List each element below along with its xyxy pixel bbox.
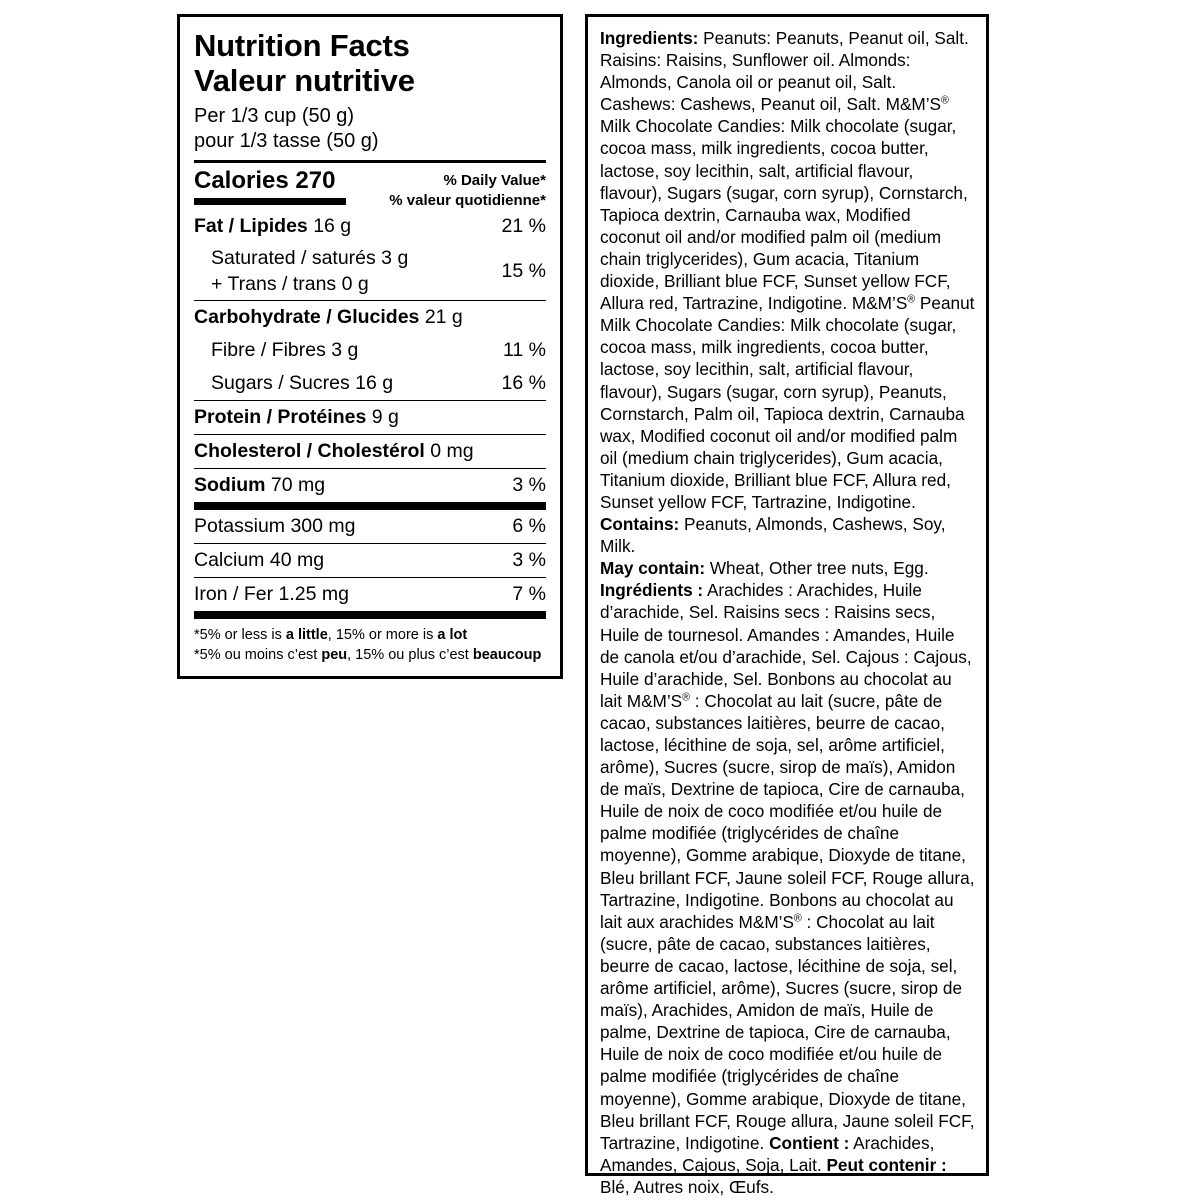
iron-daily-value: 7 % [512, 582, 546, 605]
saturated-trans-labels [194, 246, 408, 297]
table-row-saturated-trans [194, 243, 546, 300]
fat-label [194, 214, 351, 239]
carbohydrate-label-text: Carbohydrate / Glucides [194, 306, 420, 329]
serving-size-fr: pour 1/3 tasse (50 g) [194, 130, 379, 153]
ingredients-fr-heading: Ingrédients : [600, 580, 704, 601]
contient-heading: Contient : [769, 1132, 850, 1153]
footnote-en-little: a little [285, 626, 328, 643]
ingredients-en-body-1: Peanuts: Peanuts, Peanut oil, Salt. Raisins: Raisins, Sunflower oil. Almonds: Almonds, Canola oil or peanut oil, Salt. Cashews: Cashews, Peanut oil, Salt. M&M’S [600, 28, 969, 115]
calcium-label: Calcium 40 mg [194, 548, 325, 571]
daily-value-header-fr: % valeur quotidienne* [389, 191, 546, 209]
divider-thick-after-sodium [194, 502, 546, 510]
carbohydrate-amount: 21 g [424, 306, 463, 329]
potassium-daily-value: 6 % [512, 514, 546, 537]
cholesterol-label-text: Cholesterol / Cholestérol [194, 439, 425, 462]
serving-size-en: Per 1/3 cup (50 g) [194, 105, 355, 128]
ingredients-french-paragraph [600, 579, 975, 1198]
protein-amount: 9 g [371, 405, 399, 428]
table-row-potassium [194, 510, 546, 543]
table-row-fibre [194, 334, 546, 367]
sugars-daily-value: 16 % [501, 371, 546, 394]
registered-trademark-icon: ® [941, 94, 949, 107]
fibre-label: Fibre / Fibres 3 g [211, 339, 359, 362]
footnote [194, 619, 546, 666]
calories-label: Calories 270 [194, 167, 336, 195]
cholesterol-amount: 0 mg [430, 439, 474, 462]
calories-row [194, 163, 546, 210]
registered-trademark-icon: ® [682, 691, 690, 704]
cholesterol-label [194, 439, 474, 464]
footnote-en-mid: , 15% or more is [327, 626, 438, 643]
fat-daily-value: 21 % [501, 215, 546, 238]
footnote-en [194, 625, 546, 646]
footnote-fr-peu: peu [321, 647, 348, 664]
daily-value-header [389, 168, 546, 210]
calcium-daily-value: 3 % [512, 548, 546, 571]
carbohydrate-label [194, 305, 463, 330]
footnote-fr-mid: , 15% ou plus c’est [347, 647, 473, 664]
footnote-en-lot: a lot [437, 626, 468, 643]
protein-label-text: Protein / Protéines [194, 405, 367, 428]
potassium-label: Potassium 300 mg [194, 514, 356, 537]
registered-trademark-icon: ® [907, 293, 916, 306]
calories-group [194, 168, 346, 205]
trans-fat-label: + Trans / trans 0 g [211, 272, 369, 295]
nutrition-title-fr: Valeur nutritive [194, 62, 415, 98]
ingredients-panel [585, 14, 989, 1197]
table-row-iron [194, 578, 546, 611]
peut-contenir-heading: Peut contenir : [826, 1154, 947, 1175]
may-contain-body: Wheat, Other tree nuts, Egg. [705, 558, 929, 579]
table-row-protein [194, 401, 546, 434]
contains-body: Peanuts, Almonds, Cashews, Soy, Milk. [600, 514, 946, 557]
table-row-fat [194, 210, 546, 243]
ingredients-fr-body-2: : Chocolat au lait (sucre, pâte de cacao, substances laitières, beurre de cacao, lactose, lécithine de soja, sel, arôme artificiel, arôme), Sucres (sucre, sirop de maïs), Amidon de maïs, Dextrine de tapioca, Cire de carnauba, Huile de noix de coco modifiée et/ou huile de palme modifiée (triglycérides de chaîne moyenne), Gomme arabique, Dioxyde de titane, Bleu brillant FCF, Jaune soleil FCF, Rouge allura, Tartrazine, Indigotine. Bonbons au chocolat au lait aux arachides M&M’S [600, 690, 975, 932]
ingredients-en-heading: Ingredients: [600, 28, 699, 48]
protein-label [194, 405, 399, 430]
saturated-trans-daily-value: 15 % [501, 260, 546, 283]
table-row-carbohydrate [194, 301, 546, 334]
fibre-daily-value: 11 % [503, 339, 546, 362]
nutrition-title-en: Nutrition Facts [194, 28, 410, 63]
table-row-sugars [194, 367, 546, 400]
ingredients-fr-body-3: : Chocolat au lait (sucre, pâte de cacao, substances laitières, beurre de cacao, lactose, lécithine de soja, sel, arôme artificiel, arôme), Sucres (sucre, sirop de maïs), Arachides, Amidon de maïs, Huile de palme, Dextrine de tapioca, Cire de carnauba, Huile de noix de coco modifiée et/ou huile de palme modifiée (triglycérides de chaîne moyenne), Gomme arabique, Dioxyde de titane, Bleu brillant FCF, Rouge allura, Jaune soleil FCF, Tartrazine, Indigotine. [600, 911, 975, 1153]
sodium-daily-value: 3 % [512, 473, 546, 496]
table-row-calcium [194, 544, 546, 577]
registered-trademark-icon: ® [793, 912, 802, 925]
sugars-label: Sugars / Sucres 16 g [211, 371, 394, 394]
footnote-fr-beaucoup: beaucoup [472, 647, 542, 664]
footnote-fr [194, 645, 546, 666]
saturated-fat-label: Saturated / saturés 3 g [211, 247, 409, 270]
contains-heading: Contains: [600, 514, 680, 535]
ingredients-en-body-2: Milk Chocolate Candies: Milk chocolate (sugar, cocoa mass, milk ingredients, cocoa butter, lactose, soy lecithin, salt, artificial flavour, flavour), Sugars (sugar, corn syrup), Cornstarch, Tapioca dextrin, Carnauba wax, Modified coconut oil and/or modified palm oil (medium chain triglycerides), Gum acacia, Titanium dioxide, Brilliant blue FCF, Sunset yellow FCF, Allura red, Tartrazine, Indigotine. M&M’S [600, 116, 968, 314]
fat-label-text: Fat / Lipides [194, 215, 308, 238]
table-row-sodium [194, 469, 546, 502]
may-contain-heading: May contain: [600, 558, 706, 579]
contient-body: Arachides, Amandes, Cajous, Soja, Lait. [600, 1132, 935, 1175]
calories-underline-bar [194, 198, 346, 205]
contains-line [600, 513, 975, 557]
may-contain-line [600, 557, 975, 579]
ingredients-english-paragraph [600, 27, 975, 513]
table-row-cholesterol [194, 435, 546, 468]
fat-amount: 16 g [313, 215, 352, 238]
sodium-label-text: Sodium [194, 473, 266, 496]
sodium-label [194, 473, 325, 498]
ingredients-fr-body-1: Arachides : Arachides, Huile d’arachide, Sel. Raisins secs : Raisins secs, Huile de tournesol. Amandes : Amandes, Huile de canola et/ou d’arachide, Sel. Cajous : Cajous, Huile d’arachide, Sel. Bonbons au chocolat au lait M&M’S [600, 580, 972, 711]
ingredients-en-body-3: Peanut Milk Chocolate Candies: Milk chocolate (sugar, cocoa mass, milk ingredients, cocoa butter, lactose, soy lecithin, salt, artificial flavour, flavour), Sugars (sugar, corn syrup), Peanuts, Cornstarch, Palm oil, Tapioca dextrin, Carnauba wax, Modified coconut oil and/or modified palm oil (medium chain triglycerides), Gum acacia, Titanium dioxide, Brilliant blue FCF, Allura red, Sunset yellow FCF, Tartrazine, Indigotine. [600, 293, 975, 512]
peut-contenir-body: Blé, Autres noix, Œufs. [600, 1176, 774, 1197]
footnote-fr-pre: *5% ou moins c’est [194, 647, 322, 664]
daily-value-header-en: % Daily Value* [443, 172, 546, 190]
divider-thick-after-iron [194, 611, 546, 619]
sodium-amount: 70 mg [270, 473, 326, 496]
footnote-en-pre: *5% or less is [194, 626, 286, 643]
nutrition-facts-panel [177, 14, 563, 679]
iron-label: Iron / Fer 1.25 mg [194, 582, 349, 605]
